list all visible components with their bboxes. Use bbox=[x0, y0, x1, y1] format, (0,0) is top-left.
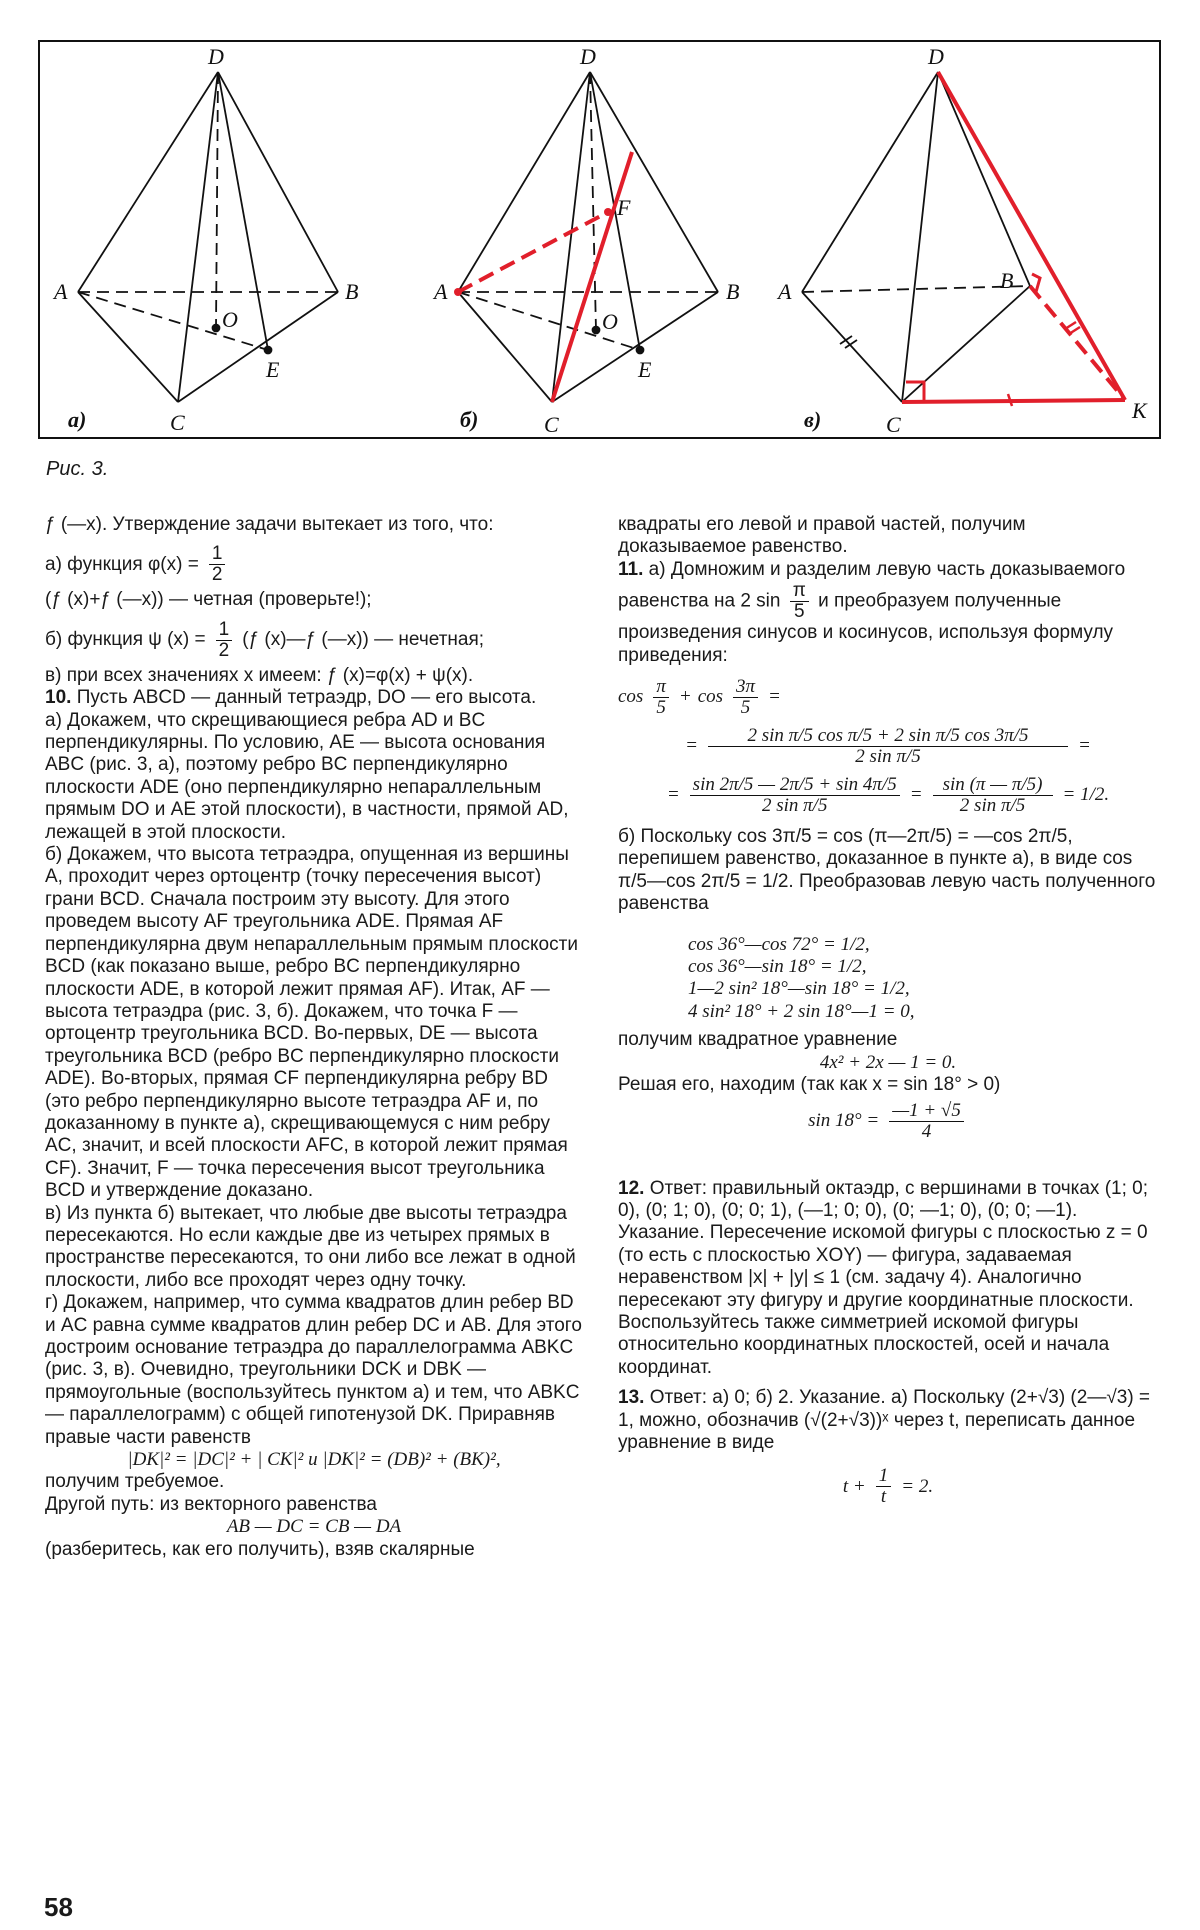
cos-label: cos bbox=[697, 686, 724, 708]
pi-den: 5 bbox=[950, 725, 960, 747]
problem-10 bbox=[45, 687, 583, 709]
sin-label: sin bbox=[942, 774, 965, 796]
two-sin: 2 sin bbox=[747, 725, 784, 747]
pi-term: π bbox=[1011, 774, 1022, 796]
paragraph: (ƒ (x)+ƒ (—x)) — четная (проверьте!); bbox=[45, 589, 372, 611]
fraction-den: 2 bbox=[211, 564, 223, 586]
fraction-den: t bbox=[880, 1486, 887, 1508]
two-sin: 2 sin bbox=[959, 795, 997, 817]
pi-den: 5 bbox=[743, 774, 754, 796]
label-B-b: B bbox=[726, 279, 740, 304]
pi-den: 5 bbox=[1026, 774, 1037, 796]
problem-number: 13. bbox=[618, 1387, 645, 1409]
panel-c bbox=[776, 44, 1148, 437]
label-O-a: O bbox=[222, 307, 238, 332]
fraction-sin18 bbox=[889, 1101, 964, 1142]
pi-term: 2π bbox=[719, 774, 739, 796]
fraction-den: 2 bbox=[218, 639, 230, 661]
formula-phi bbox=[45, 544, 583, 585]
pi-term: π bbox=[1000, 795, 1011, 817]
fraction-num: sin (π — π/5) bbox=[933, 775, 1053, 796]
equals-sign: = bbox=[685, 735, 698, 757]
plus-sign: + bbox=[876, 725, 890, 747]
vector-equation: AB — DC = CB — DA bbox=[226, 1516, 402, 1538]
pi-term: 3π bbox=[994, 725, 1014, 747]
paragraph: Решая его, находим (так как x = sin 18° > 0) bbox=[618, 1074, 1001, 1096]
panel-a bbox=[52, 44, 358, 435]
problem-number: 12. bbox=[618, 1177, 645, 1199]
tetrahedron-figure bbox=[40, 42, 1163, 441]
two-sin: 2 sin bbox=[894, 725, 931, 747]
pi-den: 5 bbox=[887, 774, 897, 796]
fraction-pi-5 bbox=[653, 677, 669, 718]
formula-sin18 bbox=[618, 1101, 1158, 1142]
fraction-den: 5 bbox=[656, 697, 666, 719]
formula-psi-lead: б) функция ψ (x) = bbox=[45, 629, 206, 651]
paragraph: получим квадратное уравнение bbox=[618, 1029, 898, 1051]
fraction-step2 bbox=[690, 775, 900, 816]
label-E-a: E bbox=[266, 357, 280, 382]
equals-sign: = bbox=[768, 686, 781, 708]
fraction-half bbox=[216, 620, 233, 661]
paragraph: а) Докажем, что скрещивающиеся ребра AD и BC перпендикулярны. По условию, AE — высота основания ABC (рис. 3, а), поэтому ребро BC перпендикулярно плоскости ADE (оно перпендикулярно непараллельным прямым DO и AE этой плоскости), в частности, прямой AD, лежащей в этой плоскости. bbox=[45, 709, 569, 843]
equation-line: 4 sin² 18° + 2 sin 18°—1 = 0, bbox=[688, 1000, 915, 1022]
formula-psi-tail: (ƒ (x)—ƒ (—x)) — нечетная; bbox=[242, 629, 485, 651]
formula-psi bbox=[45, 620, 583, 661]
problem-text: а) Домножим и разделим левую часть доказываемого равенства на 2 sin bbox=[618, 558, 1126, 612]
problem-text-cont: и преобразуем полученные произведения синусов и косинусов, используя формулу приведения: bbox=[618, 590, 1114, 666]
problem-13 bbox=[618, 1387, 1158, 1454]
paragraph: Другой путь: из векторного равенства bbox=[45, 1493, 377, 1515]
problem-number: 10. bbox=[45, 687, 72, 709]
pi-term: 4π bbox=[862, 774, 882, 796]
cos-label: cos bbox=[964, 725, 990, 747]
big-fraction-num: 2 sin π/5 cos π/5 + 2 sin π/5 cos 3π/5 bbox=[708, 726, 1068, 747]
minus-sign: — bbox=[758, 774, 776, 796]
equation-line: cos 36°—cos 72° = 1/2, bbox=[688, 933, 870, 955]
problem-12 bbox=[618, 1178, 1158, 1380]
equation: |DK|² = |DC|² + | CK|² и |DK|² = (DB)² + (BK)², bbox=[127, 1449, 501, 1471]
pi-term: π bbox=[788, 725, 799, 747]
label-A-a: A bbox=[54, 279, 68, 304]
label-B-c: B bbox=[1000, 268, 1014, 293]
fraction-num: 1 bbox=[216, 620, 233, 641]
problem-text: Ответ: правильный октаэдр, с вершинами в точках (1; 0; 0), (0; 1; 0), (0; 0; 1), (—1; 0; 0), (0; —1; 0), (0; 0; —1). Указание. Пересечение искомой фигуры с плоскостью z = 0 (то есть с плоскостью XOY) — фигура, задаваемая неравенством |x| + |y| ≤ 1 (см. задачу 4). Аналогично пересекают эту фигуру и другие координатные плоскости. Воспользуйтесь также симметрией искомой фигуры относительно координатных плоскостей, осей и начала координат. bbox=[618, 1177, 1148, 1378]
problem-text: Ответ: а) 0; б) 2. Указание. а) Поскольку (2+√3) (2—√3) = 1, можно, обозначив (√(2+√3))ˣ через t, переписать данное уравнение в виде bbox=[618, 1387, 1151, 1453]
quadratic-equation: 4x² + 2x — 1 = 0. bbox=[819, 1051, 957, 1073]
fraction-num: sin 2π/5 — 2π/5 + sin 4π/5 bbox=[690, 775, 900, 796]
pi-den: 5 bbox=[1019, 725, 1029, 747]
formula-t bbox=[618, 1466, 1158, 1507]
sin-label: sin bbox=[692, 774, 715, 796]
pi-term: 2π bbox=[779, 774, 799, 796]
fraction-num: —1 + √5 bbox=[889, 1101, 964, 1122]
pi-den: 5 bbox=[862, 725, 873, 747]
formula-step-2 bbox=[618, 775, 1158, 816]
label-A-c: A bbox=[778, 279, 792, 304]
label-D-c: D bbox=[928, 44, 944, 69]
cos-label: cos bbox=[618, 686, 644, 708]
fraction-step3 bbox=[933, 775, 1053, 816]
label-B-a: B bbox=[345, 279, 359, 304]
fraction-num: π bbox=[653, 677, 669, 698]
pi-den: 5 bbox=[804, 774, 814, 796]
pi-term: π bbox=[896, 746, 906, 768]
paragraph: ƒ (—x). Утверждение задачи вытекает из того, что: bbox=[45, 514, 494, 535]
paragraph: б) Поскольку cos 3π/5 = cos (π—2π/5) = —cos 2π/5, перепишем равенство, доказанное в пункте а), в виде cos π/5—cos 2π/5 = 1/2. Преобразовав левую часть полученного равенства bbox=[618, 826, 1156, 915]
equals-sign: = bbox=[1078, 735, 1091, 757]
big-fraction-den: 2 sin π/5 bbox=[855, 746, 921, 768]
equation-list bbox=[688, 934, 1158, 1024]
equals-sign: = bbox=[909, 784, 923, 806]
label-C-a: C bbox=[170, 410, 185, 435]
label-D-a: D bbox=[208, 44, 224, 69]
label-K-c: K bbox=[1132, 398, 1147, 423]
pi-den: 5 bbox=[817, 795, 828, 817]
fraction-num: 1 bbox=[209, 544, 226, 565]
plus-sign: + bbox=[818, 774, 832, 796]
fraction-num: 1 bbox=[876, 1466, 892, 1487]
equation-line: cos 36°—sin 18° = 1/2, bbox=[688, 956, 867, 978]
fraction-num: π bbox=[790, 581, 809, 602]
plus-sign: + bbox=[678, 686, 692, 708]
label-F-b: F bbox=[617, 195, 631, 220]
formula-cos-sum bbox=[618, 677, 1158, 718]
paragraph: квадраты его левой и правой частей, получим доказываемое равенство. bbox=[618, 514, 1026, 558]
label-C-b: C bbox=[544, 412, 559, 437]
pi-den: 5 bbox=[1015, 795, 1026, 817]
panel-label-a: а) bbox=[68, 407, 87, 432]
label-O-b: O bbox=[602, 309, 618, 334]
equation-line: 1—2 sin² 18°—sin 18° = 1/2, bbox=[688, 978, 910, 1000]
fraction-den: 2 sin π/5 bbox=[761, 795, 828, 817]
label-A-b: A bbox=[434, 279, 448, 304]
paragraph: (разберитесь, как его получить), взяв скалярные bbox=[45, 1538, 475, 1560]
problem-number: 11. bbox=[618, 558, 644, 580]
sin18-label: sin 18° = bbox=[808, 1109, 880, 1131]
result-half: = 1/2. bbox=[1062, 784, 1110, 806]
paragraph: получим требуемое. bbox=[45, 1471, 225, 1493]
fraction-pi-5 bbox=[790, 581, 809, 622]
cos-label: cos bbox=[817, 725, 844, 747]
formula-step-1 bbox=[618, 726, 1158, 767]
panel-label-c: в) bbox=[804, 407, 822, 432]
paragraph: в) при всех значениях x имеем: ƒ (x)=φ(x) + ψ(x). bbox=[45, 664, 474, 686]
pi-den: 5 bbox=[911, 746, 921, 768]
left-column bbox=[45, 514, 583, 1561]
pi-term: π bbox=[847, 725, 858, 747]
fraction-den: 4 bbox=[921, 1120, 932, 1142]
figure-frame bbox=[38, 40, 1161, 439]
panel-label-b: б) bbox=[460, 407, 479, 432]
paragraph: б) Докажем, что высота тетраэдра, опущенная из вершины A, проходит через ортоцентр (точку пересечения высот) грани BCD. Сначала построим эту высоту. Для этого проведем высоту AF треугольника ADE. Прямая AF перпендикулярна двум непараллельным прямым плоскости BCD (как показано выше, ребро BC перпендикулярно плоскости ADE, в которой лежит прямая AF). Итак, AF — высота тетраэдра (рис. 3, б). Докажем, что точка F — ортоцентр треугольника BCD. Во-первых, DE — высота треугольника BCD (ребро BC перпендикулярно плоскости ADE). Во-вторых, прямая CF перпендикулярна ребру BD (это ребро перпендикулярно высоте тетраэдра AF и, по доказанному в пункте а), скрещивающемуся с ним ребру AC, значит, и всей плоскости AFC, в которой лежит прямая CF). Значит, F — точка пересечения высот треугольника BCD и утверждение доказано. bbox=[45, 844, 578, 1202]
figure-caption: Рис. 3. bbox=[46, 458, 109, 480]
fraction-half bbox=[209, 544, 226, 585]
label-D-b: D bbox=[580, 44, 596, 69]
page-number: 58 bbox=[44, 1892, 73, 1922]
t-plus: t + bbox=[842, 1475, 866, 1497]
label-E-b: E bbox=[638, 357, 652, 382]
fraction-3pi-5 bbox=[733, 677, 758, 718]
fraction-den: 5 bbox=[794, 601, 805, 623]
paragraph: в) Из пункта б) вытекает, что любые две высоты тетраэдра пересекаются. Но если каждые две из четырех прямых в пространстве пересекаются, то они либо все лежат в одной плоскости, либо все проходят через одну точку. bbox=[45, 1202, 576, 1291]
equals-two: = 2. bbox=[901, 1475, 934, 1497]
label-C-c: C bbox=[886, 412, 901, 437]
fraction-den: 5 bbox=[740, 697, 751, 719]
pi-den: 5 bbox=[803, 725, 813, 747]
pi-term: π bbox=[935, 725, 946, 747]
two-sin: 2 sin bbox=[855, 746, 892, 768]
equals-sign: = bbox=[666, 784, 680, 806]
formula-phi-lead: а) функция φ(x) = bbox=[45, 553, 199, 575]
sin-label: sin bbox=[835, 774, 859, 796]
fraction-den: 2 sin π/5 bbox=[959, 795, 1026, 817]
panel-b bbox=[432, 44, 739, 437]
big-fraction bbox=[708, 726, 1068, 767]
paragraph: г) Докажем, например, что сумма квадратов длин ребер BD и AC равна сумме квадратов длин ребер DC и AB. Для этого достроим основание тетраэдра до параллелограмма ABKC (рис. 3, в). Очевидно, треугольники DCK и DBK — прямоугольные (воспользуйтесь пунктом а) и тем, что ABKC — параллелограмм) с общей гипотенузой DK. Приравняв правые части равенств bbox=[45, 1292, 582, 1448]
fraction-num: 3π bbox=[733, 677, 758, 698]
right-column bbox=[618, 514, 1158, 1511]
problem-11 bbox=[618, 559, 1158, 667]
pi-term: π bbox=[803, 795, 813, 817]
fraction-1-t bbox=[876, 1466, 892, 1507]
two-sin: 2 sin bbox=[761, 795, 799, 817]
problem-text: Пусть ABCD — данный тетраэдр, DO — его высота. bbox=[76, 687, 537, 709]
